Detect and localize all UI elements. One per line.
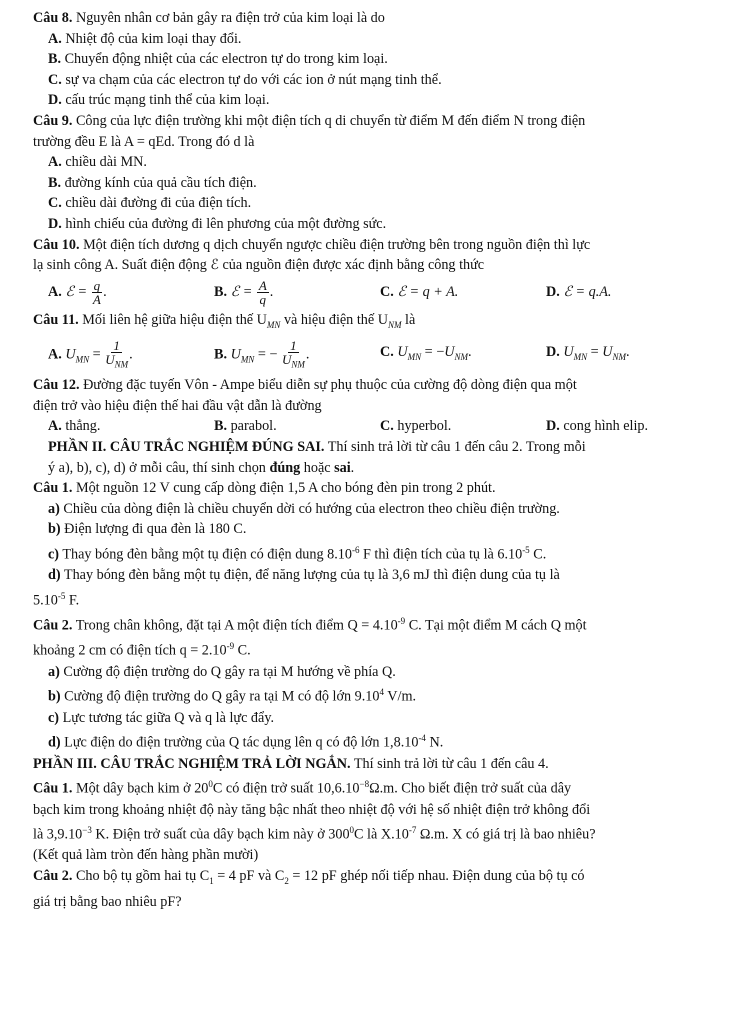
q11-option-a: A. $U_{MN}$ = $\frac{1}{U_{NM}}$ . [48, 337, 133, 370]
q12-option-d: D. cong hình elip. [546, 418, 649, 435]
q11-option-c: C. $U_{MN} = -U_{NM}$. [380, 344, 472, 363]
p2-question-2: Câu 2. Trong chân không, đặt tại A một điện tích điểm $Q = 4.10^{-9}$ C. Tại một điểm M cách Q một [33, 616, 587, 634]
question-12-cont: điện trở vào hiệu điện thế hai đầu vật dẫn là đường [33, 397, 322, 414]
part2-instructions: ý a), b), c), d) ở mỗi câu, thí sinh chọn đúng hoặc sai. [48, 459, 355, 476]
question-10: Câu 10. Một điện tích dương q dịch chuyển ngược chiều điện trường bên trong nguồn điện thì lực [33, 236, 591, 253]
p2-q1-item-b: b) Điện lượng đi qua đèn là 180 C. [48, 521, 247, 538]
part2-heading: PHẦN II. CÂU TRẮC NGHIỆM ĐÚNG SAI. Thí sinh trả lời từ câu 1 đến câu 2. Trong mỗi [48, 438, 586, 455]
q11-option-d: D. $U_{MN} = U_{NM}$. [546, 344, 630, 363]
q8-option-a: A. Nhiệt độ của kim loại thay đổi. [48, 30, 242, 47]
q10-option-b: B. ℰ = $\frac{A}{q}$ . [214, 278, 274, 308]
q12-option-a: A. thẳng. [48, 418, 101, 435]
q9-option-d: D. hình chiếu của đường đi lên phương của một đường sức. [48, 215, 387, 232]
question-12: Câu 12. Đường đặc tuyến Vôn - Ampe biểu diễn sự phụ thuộc của cường độ dòng điện qua một [33, 377, 577, 394]
question-9: Câu 9. Công của lực điện trường khi một điện tích q di chuyển từ điểm M đến điểm N trong điện [33, 112, 586, 129]
q11-options [33, 335, 712, 375]
q10-option-a: A. ℰ = $\frac{q}{A}$ . [48, 278, 107, 308]
q9-option-b: B. đường kính của quả cầu tích điện. [48, 174, 257, 191]
question-11: Câu 11. Mối liên hệ giữa hiệu điện thế $U_{MN}$ và hiệu điện thế $U_{NM}$ là [33, 311, 416, 330]
p2-question-2-cont: khoảng 2 cm có điện tích $q = 2.10^{-9}$ C. [33, 641, 251, 660]
q8-option-c: C. sự va chạm của các electron tự do với các ion ở nút mạng tinh thể. [48, 71, 442, 88]
q10-options [33, 276, 712, 310]
p3-question-2-line2: giá trị bằng bao nhiêu pF? [33, 893, 182, 910]
p3-question-2: Câu 2. Cho bộ tụ gồm hai tụ $C_1 = 4$ pF và $C_2 = 12$ pF ghép nối tiếp nhau. Điện dung của bộ tụ có [33, 868, 585, 886]
p2-q2-item-a: a) Cường độ điện trường do Q gây ra tại M hướng về phía Q. [48, 663, 396, 680]
q8-option-b: B. Chuyển động nhiệt của các electron tự do trong kim loại. [48, 51, 388, 68]
question-8: Câu 8. Nguyên nhân cơ bản gây ra điện trở của kim loại là do [33, 10, 385, 26]
question-9-cont: trường đều E là A = qEd. Trong đó d là [33, 133, 255, 150]
q12-option-c: C. hyperbol. [380, 418, 452, 435]
part3-heading: PHẦN III. CÂU TRẮC NGHIỆM TRẢ LỜI NGẮN. Thí sinh trả lời từ câu 1 đến câu 4. [33, 755, 549, 772]
q10-option-d: D. ℰ = q.A. [546, 284, 612, 301]
q10-option-c: C. ℰ = q + A. [380, 284, 459, 301]
question-10-cont: lạ sinh công A. Suất điện động ℰ của nguồn điện được xác định bằng công thức [33, 257, 485, 274]
p3-question-1: Câu 1. Một dây bạch kim ở $20^0C$ có điện trở suất $10,6.10^{-8}\Omega.m$. Cho biết điện trở suất của dây [33, 779, 572, 797]
p2-q2-item-c: c) Lực tương tác giữa Q và q là lực đẩy. [48, 709, 275, 726]
q12-option-b: B. parabol. [214, 418, 277, 435]
p3-question-1-line3: là $3,9.10^{-3}$ K. Điện trở suất của dây bạch kim này ở $300^0C$ là $X.10^{-7}$ Ω.m. X có giá trị là bao nhiêu? [33, 825, 596, 843]
q11-option-b: B. $U_{MN}$ = − $\frac{1}{U_{NM}}$ . [214, 337, 310, 370]
p3-question-1-line4: (Kết quả làm tròn đến hàng phần mười) [33, 847, 259, 864]
p2-q1-item-c: c) Thay bóng đèn bằng một tụ điện có điện dung $8.10^{-6}$ F thì điện tích của tụ là $6.10^{-5}$ C. [48, 544, 547, 563]
q9-option-a: A. chiều dài MN. [48, 154, 147, 171]
p3-question-1-line2: bạch kim trong khoảng nhiệt độ này tăng bậc nhất theo nhiệt độ với hệ số nhiệt điện trở không đổi [33, 801, 591, 818]
p2-q2-item-d: d) Lực điện do điện trường của Q tác dụng lên q có độ lớn $1,8.10^{-4}$ N. [48, 733, 444, 752]
q12-options [33, 416, 712, 437]
p2-q1-item-d: d) Thay bóng đèn bằng một tụ điện, để năng lượng của tụ là 3,6 mJ thì điện dung của tụ là [48, 567, 560, 584]
p2-question-1: Câu 1. Một nguồn 12 V cung cấp dòng điện 1,5 A cho bóng đèn pin trong 2 phút. [33, 480, 496, 497]
p2-q2-item-b: b) Cường độ điện trường do Q gây ra tại M có độ lớn 9.10$^4$ V/m. [48, 687, 417, 706]
q8-option-d: D. cấu trúc mạng tinh thể của kim loại. [48, 92, 270, 109]
p2-q1-item-d-cont: $5.10^{-5}$ F. [33, 590, 80, 609]
p2-q1-item-a: a) Chiều của dòng điện là chiều chuyển dời có hướng của electron theo chiều điện trường. [48, 500, 560, 517]
q9-option-c: C. chiều dài đường đi của điện tích. [48, 195, 252, 212]
